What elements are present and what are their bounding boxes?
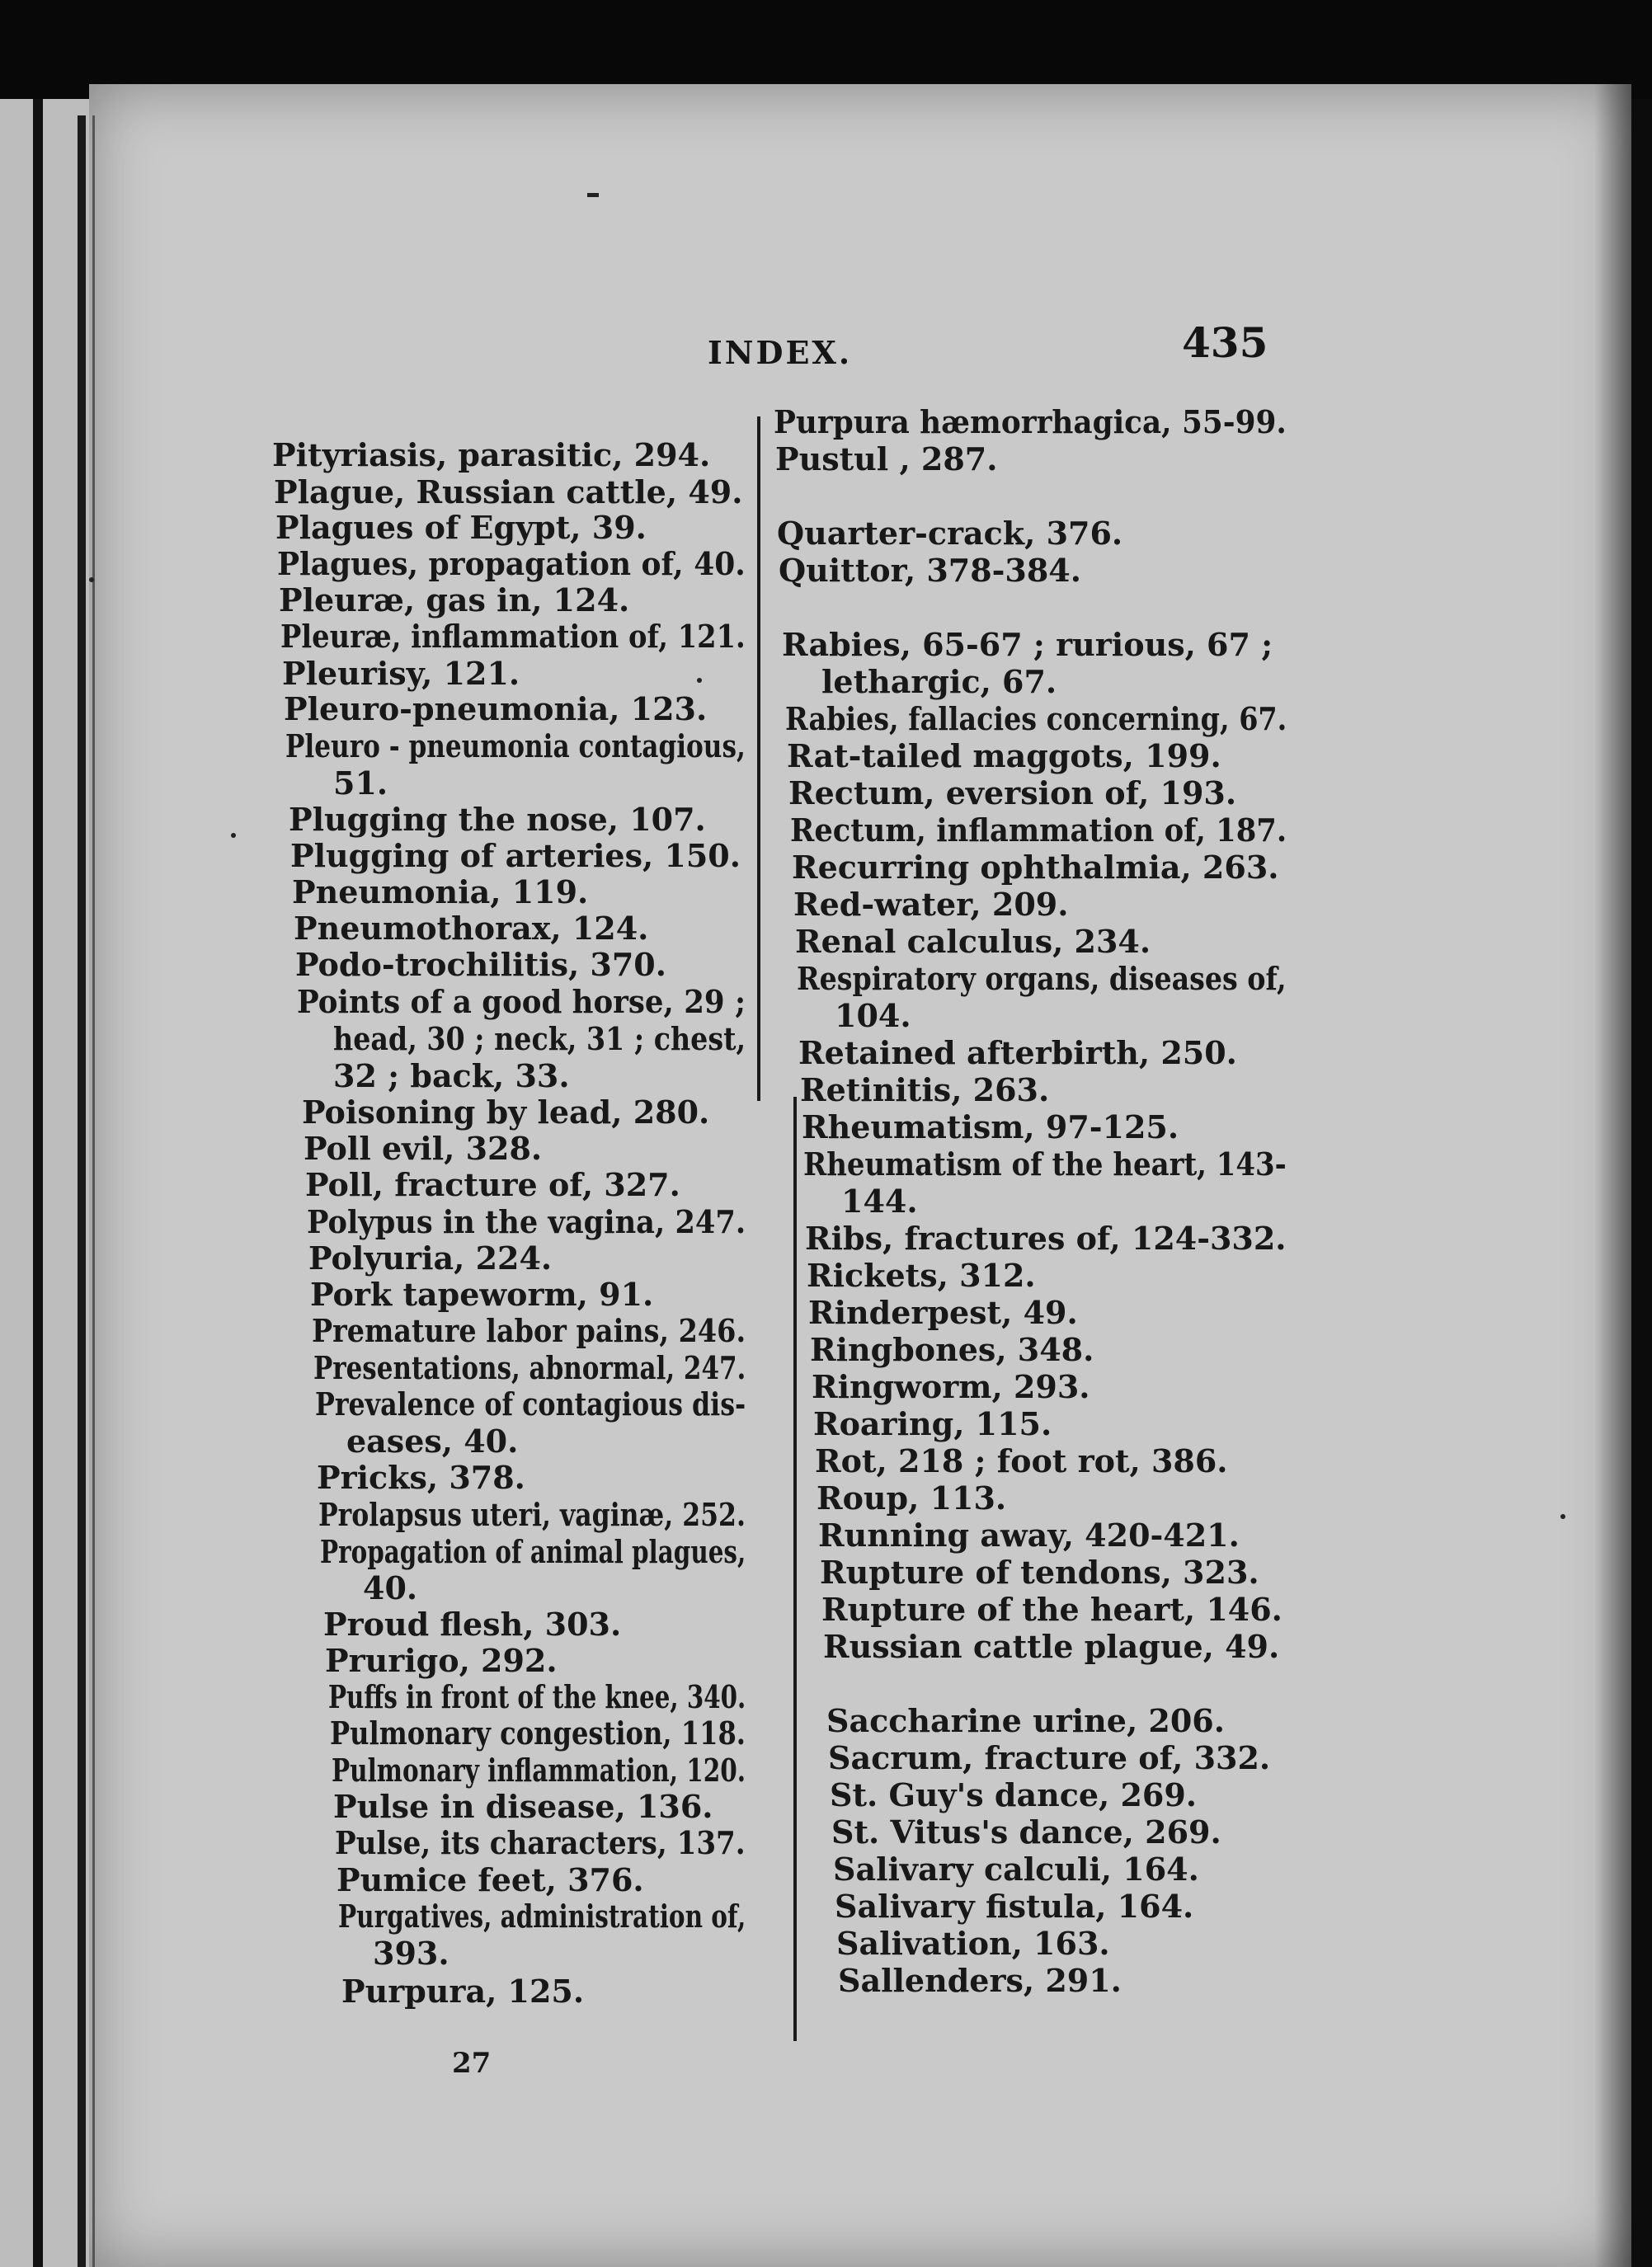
index-entry: Rheumatism of the heart, 143- bbox=[803, 1145, 1287, 1183]
index-entry: Rabies, fallacies concerning, 67. bbox=[785, 700, 1287, 737]
index-entry: Prolapsus uteri, vaginæ, 252. bbox=[318, 1496, 746, 1533]
index-entry: Rot, 218 ; foot rot, 386. bbox=[815, 1442, 1228, 1479]
index-entry: Retinitis, 263. bbox=[800, 1071, 1050, 1108]
index-entry: Rheumatism, 97-125. bbox=[802, 1108, 1179, 1145]
index-entry: Plagues of Egypt, 39. bbox=[275, 509, 647, 546]
index-entry: Polypus in the vagina, 247. bbox=[307, 1203, 746, 1240]
speck bbox=[697, 678, 702, 683]
speck bbox=[1560, 1514, 1565, 1519]
index-entry: Plugging of arteries, 150. bbox=[290, 837, 741, 874]
column-divider bbox=[793, 1097, 797, 2041]
index-entry: Purpura, 125. bbox=[341, 1973, 585, 2010]
index-entry: Rinderpest, 49. bbox=[808, 1294, 1078, 1331]
index-entry: lethargic, 67. bbox=[821, 663, 1057, 700]
index-entry: Rickets, 312. bbox=[807, 1257, 1036, 1294]
index-entry: Plugging the nose, 107. bbox=[289, 801, 706, 838]
column-divider bbox=[757, 416, 760, 1101]
index-entry: Plague, Russian cattle, 49. bbox=[274, 473, 743, 510]
index-entry: Rectum, inflammation of, 187. bbox=[790, 811, 1287, 849]
index-entry: Prevalence of contagious dis- bbox=[315, 1385, 746, 1423]
index-entry: 51. bbox=[333, 764, 388, 802]
index-entry: Russian cattle plague, 49. bbox=[823, 1628, 1280, 1665]
index-entry: Sallenders, 291. bbox=[838, 1962, 1122, 1999]
index-entry: Purgatives, administration of, bbox=[338, 1898, 746, 1935]
index-entry: Purpura hæmorrhagica, 55-99. bbox=[774, 403, 1287, 440]
index-entry: Propagation of animal plagues, bbox=[320, 1533, 746, 1570]
index-entry: Poisoning by lead, 280. bbox=[302, 1094, 710, 1131]
index-entry: Pleuro-pneumonia, 123. bbox=[284, 690, 708, 727]
index-entry: Pulmonary inflammation, 120. bbox=[332, 1752, 746, 1789]
index-entry: Pityriasis, parasitic, 294. bbox=[272, 436, 711, 473]
index-entry: Pumice feet, 376. bbox=[337, 1861, 644, 1898]
index-entry: Points of a good horse, 29 ; bbox=[297, 983, 746, 1020]
binding-shadow bbox=[92, 115, 95, 2267]
index-entry: 32 ; back, 33. bbox=[333, 1057, 570, 1094]
index-entry: Plagues, propagation of, 40. bbox=[277, 545, 746, 582]
index-entry: Quittor, 378-384. bbox=[779, 552, 1081, 589]
index-entry: Polyuria, 224. bbox=[308, 1239, 553, 1277]
index-entry: Rupture of the heart, 146. bbox=[821, 1591, 1283, 1628]
index-entry: Pleuræ, inflammation of, 121. bbox=[280, 618, 746, 655]
index-entry: Quarter-crack, 376. bbox=[777, 515, 1123, 552]
index-entry: Sacrum, fracture of, 332. bbox=[828, 1739, 1271, 1776]
index-entry: Poll, fracture of, 327. bbox=[305, 1166, 680, 1203]
index-entry: Rectum, eversion of, 193. bbox=[788, 774, 1237, 811]
index-entry: Pneumothorax, 124. bbox=[294, 910, 649, 947]
index-entry: Pulse, its characters, 137. bbox=[335, 1824, 746, 1861]
index-entry: Recurring ophthalmia, 263. bbox=[792, 849, 1279, 886]
index-entry: Podo-trochilitis, 370. bbox=[295, 946, 666, 983]
page-number: 435 bbox=[1182, 318, 1268, 367]
index-entry: Rat-tailed maggots, 199. bbox=[787, 737, 1221, 774]
index-entry: Presentations, abnormal, 247. bbox=[313, 1349, 746, 1386]
index-entry: Salivation, 163. bbox=[836, 1925, 1110, 1962]
index-entry: Pleurisy, 121. bbox=[282, 655, 520, 692]
index-entry: Ringworm, 293. bbox=[812, 1368, 1090, 1405]
speck bbox=[231, 833, 236, 838]
index-entry: Ribs, fractures of, 124-332. bbox=[805, 1220, 1287, 1257]
index-entry: Red-water, 209. bbox=[793, 886, 1069, 923]
index-entry: Puffs in front of the knee, 340. bbox=[328, 1678, 746, 1715]
index-entry: Poll evil, 328. bbox=[304, 1130, 543, 1167]
index-entry: Respiratory organs, diseases of, bbox=[797, 960, 1287, 997]
index-entry: Pork tapeworm, 91. bbox=[310, 1276, 654, 1313]
index-entry: 104. bbox=[835, 997, 911, 1034]
page-title: INDEX. bbox=[708, 334, 853, 371]
index-entry: Pneumonia, 119. bbox=[292, 873, 589, 910]
index-entry: Pulmonary congestion, 118. bbox=[330, 1714, 746, 1752]
index-entry: 144. bbox=[841, 1183, 918, 1220]
index-entry: 40. bbox=[363, 1569, 418, 1606]
binding-shadow bbox=[33, 99, 43, 2267]
index-entry: Ringbones, 348. bbox=[810, 1331, 1094, 1368]
index-entry: Prurigo, 292. bbox=[325, 1642, 558, 1679]
index-entry: Pleuro - pneumonia contagious, bbox=[285, 727, 746, 764]
index-entry: St. Guy's dance, 269. bbox=[830, 1776, 1198, 1813]
index-entry: head, 30 ; neck, 31 ; chest, bbox=[333, 1020, 746, 1057]
index-entry: Running away, 420-421. bbox=[818, 1517, 1240, 1554]
index-entry: Roaring, 115. bbox=[813, 1405, 1052, 1442]
facing-page-edge bbox=[0, 99, 89, 2267]
index-entry: eases, 40. bbox=[346, 1423, 519, 1460]
index-entry: Pleuræ, gas in, 124. bbox=[279, 581, 630, 618]
index-entry: Rabies, 65-67 ; rurious, 67 ; bbox=[782, 626, 1273, 663]
binding-shadow bbox=[78, 115, 86, 2267]
index-entry: Premature labor pains, 246. bbox=[312, 1312, 746, 1349]
index-entry: 393. bbox=[373, 1935, 449, 1972]
index-entry: Proud flesh, 303. bbox=[323, 1606, 622, 1643]
index-entry: Pulse in disease, 136. bbox=[333, 1788, 713, 1825]
index-entry: Rupture of tendons, 323. bbox=[820, 1554, 1259, 1591]
speck bbox=[587, 193, 599, 197]
index-entry: Retained afterbirth, 250. bbox=[798, 1034, 1237, 1071]
index-entry: St. Vitus's dance, 269. bbox=[831, 1813, 1221, 1851]
index-entry: Renal calculus, 234. bbox=[795, 923, 1151, 960]
index-entry: Salivary calculi, 164. bbox=[833, 1851, 1199, 1888]
index-entry: Pricks, 378. bbox=[317, 1459, 525, 1496]
index-entry: Salivary fistula, 164. bbox=[835, 1888, 1194, 1925]
index-entry: Pustul , 287. bbox=[775, 440, 998, 477]
index-entry: Roup, 113. bbox=[817, 1479, 1007, 1517]
signature-mark: 27 bbox=[452, 2047, 492, 2080]
speck bbox=[89, 577, 94, 582]
index-entry: Saccharine urine, 206. bbox=[826, 1702, 1225, 1739]
